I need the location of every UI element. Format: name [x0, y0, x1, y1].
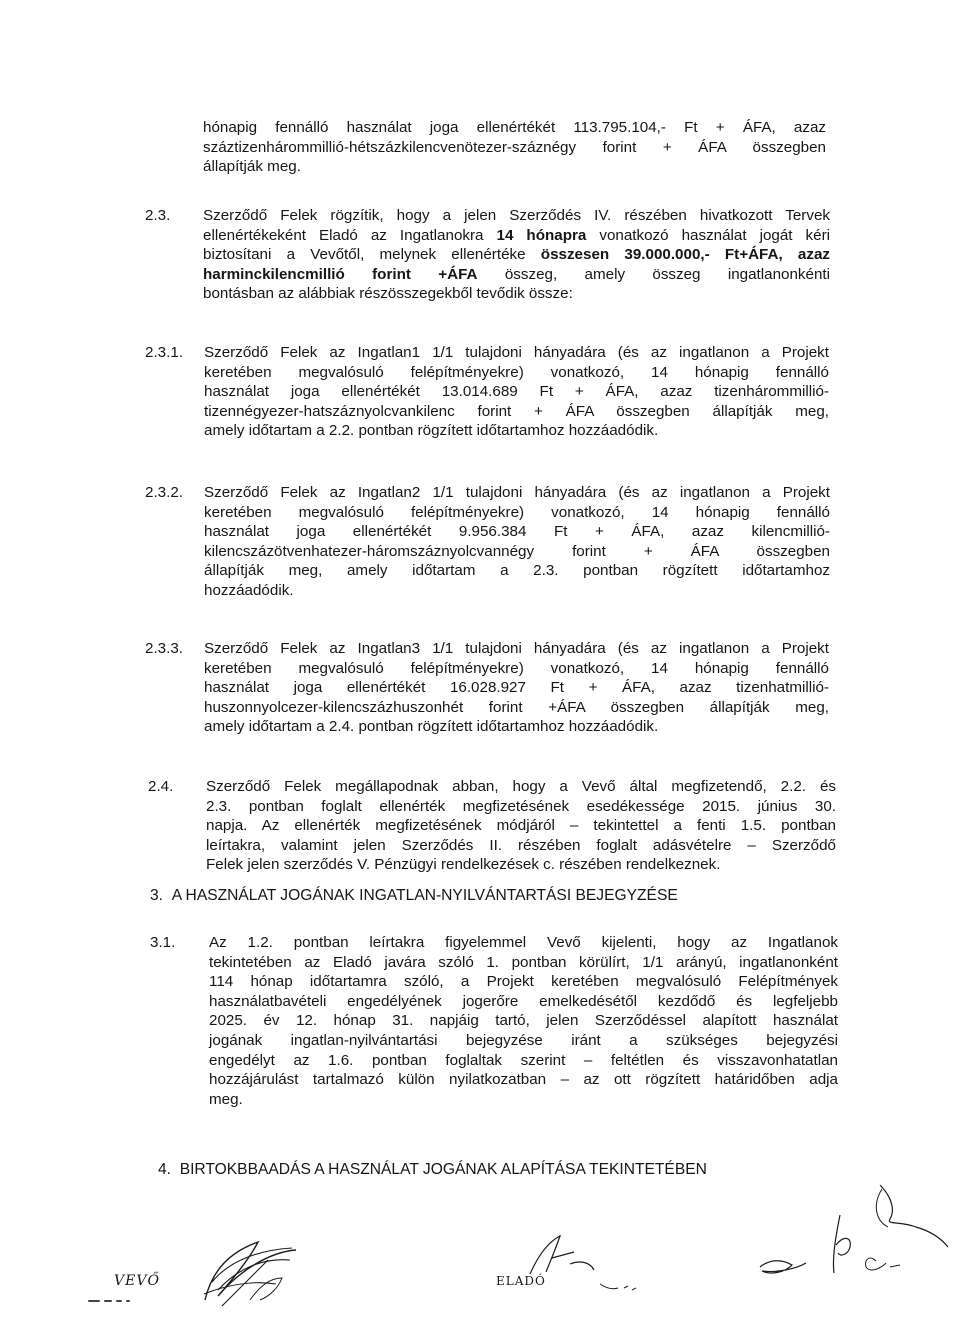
section-2-3-1-line-5: amely időtartam a 2.2. pontban rögzített időtartamhoz hozzáadódik.	[204, 422, 659, 440]
section-2-3-line-5: bontásban az alábbiak részösszegekből tevődik össze:	[203, 285, 573, 303]
section-2-3-line-1: Szerződő Felek rögzítik, hogy a jelen Szerződés IV. részében hivatkozott Tervek	[203, 207, 830, 224]
buyer-signature	[100, 1230, 310, 1310]
section-3-1-number: 3.1.	[150, 934, 176, 951]
section-2-3-number: 2.3.	[145, 207, 171, 224]
heading-4	[158, 1160, 707, 1180]
section-2-3-1-line-3: használat joga ellenértékét 13.014.689 Ft + ÁFA, azaz tizenhárommillió-	[204, 383, 829, 401]
section-2-4-line-2: 2.3. pontban foglalt ellenérték megfizetésének esedékessége 2015. június 30.	[206, 797, 836, 815]
seller-signature-scribble	[490, 1228, 650, 1308]
section-2-3-2-line-5: állapítják meg, amely időtartam a 2.3. pontban rögzített időtartamhoz	[204, 562, 830, 580]
initials-scribble	[740, 1175, 955, 1295]
scan-speck	[116, 1300, 122, 1302]
intro-paragraph	[203, 118, 826, 177]
seller-label: ELADÓ	[496, 1274, 546, 1288]
scan-speck	[104, 1300, 112, 1302]
section-2-3-3-line-1: Szerződő Felek az Ingatlan3 1/1 tulajdoni hányadára (és az ingatlanon a Projekt	[204, 640, 829, 657]
section-2-3-3-line-3: használat joga ellenértékét 16.028.927 Ft + ÁFA, azaz tizenhatmillió-	[204, 679, 829, 697]
buyer-signature-scribble	[100, 1230, 310, 1310]
section-2-3-1-text	[204, 343, 829, 441]
heading-4-title: BIRTOKBBAADÁS A HASZNÁLAT JOGÁNAK ALAPÍTÁSA TEKINTETÉBEN	[179, 1161, 707, 1178]
section-2-3-2-line-6: hozzáadódik.	[204, 581, 294, 599]
section-2-3-2-number: 2.3.2.	[145, 484, 183, 501]
section-2-3-1-line-2: keretében megvalósuló felépítményekre) vonatkozó, 14 hónapig fennálló	[204, 363, 829, 381]
section-2-3-2-text	[204, 483, 830, 601]
section-2-3-3-text	[204, 639, 829, 737]
seller-signature	[490, 1228, 650, 1308]
section-3-1-line-4: használatbavételi engedélyének jogerőre emelkedésétől kezdődő és legfeljebb	[209, 992, 838, 1010]
section-3-1-line-5: 2025. év 12. hónap 31. napjáig tartó, jelen Szerződéssel alapított használat	[209, 1012, 838, 1030]
section-2-4-line-5: Felek jelen szerződés V. Pénzügyi rendelkezések c. részében rendelkeznek.	[206, 856, 721, 874]
section-2-4-line-1: Szerződő Felek megállapodnak abban, hogy a Vevő által megfizetendő, 2.2. és	[206, 778, 836, 795]
section-2-3-1-number: 2.3.1.	[145, 344, 183, 361]
section-3-1-line-7: engedélyt az 1.6. pontban foglaltak szerint – feltétlen és visszavonhatatlan	[209, 1051, 838, 1069]
buyer-label: VEVŐ	[114, 1273, 160, 1289]
section-2-3-2-line-3: használat joga ellenértékét 9.956.384 Ft + ÁFA, azaz kilencmillió-	[204, 523, 830, 541]
heading-3-number: 3.	[150, 887, 164, 904]
section-2-3-3-line-4: huszonnyolcezer-kilencszázhuszonhét forint +ÁFA összegben állapítják meg,	[204, 698, 829, 716]
section-3-1-line-6: jogának ingatlan-nyilvántartási bejegyzése iránt a szükséges bejegyzési	[209, 1031, 838, 1049]
section-2-3-1-line-1: Szerződő Felek az Ingatlan1 1/1 tulajdoni hányadára (és az ingatlanon a Projekt	[204, 344, 829, 361]
section-3-1-line-3: 114 hónap időtartamra szóló, a Projekt keretében megvalósuló Felépítmények	[209, 973, 838, 991]
section-3-1-text	[209, 933, 838, 1109]
section-2-3-1-line-4: tizennégyezer-hatszáznyolcvankilenc forint + ÁFA összegben állapítják meg,	[204, 402, 829, 420]
section-3-1-line-1: Az 1.2. pontban leírtakra figyelemmel Vevő kijelenti, hogy az Ingatlanok	[209, 934, 838, 951]
section-2-4-line-3: napja. Az ellenérték megfizetésének módjáról – tekintettel a fenti 1.5. pontban	[206, 817, 836, 835]
section-2-3-3-number: 2.3.3.	[145, 640, 183, 657]
fourteen-months-bold: 14 hónapra	[496, 226, 587, 244]
intro-line-3: állapítják meg.	[203, 158, 301, 176]
section-2-4-number: 2.4.	[148, 778, 174, 795]
heading-3	[150, 886, 678, 906]
total-amount-bold: összesen 39.000.000,- Ft+ÁFA, azaz	[540, 246, 830, 264]
section-2-3-text	[203, 206, 830, 304]
section-2-3-2-line-1: Szerződő Felek az Ingatlan2 1/1 tulajdoni hányadára (és az ingatlanon a Projekt	[204, 484, 830, 501]
heading-4-number: 4.	[158, 1161, 172, 1178]
section-2-3-2-line-2: keretében megvalósuló felépítményekre) vonatkozó, 14 hónapig fennálló	[204, 503, 830, 521]
section-2-4-line-4: leírtakra, valamint jelen Szerződés II. részében foglalt adásvételre – Szerződő	[206, 836, 836, 854]
amount-in-words-bold: harminckilencmillió forint +ÁFA	[203, 265, 478, 283]
scan-speck	[126, 1300, 130, 1302]
section-2-3-3-line-2: keretében megvalósuló felépítményekre) vonatkozó, 14 hónapig fennálló	[204, 659, 829, 677]
scan-speck	[88, 1300, 100, 1302]
section-3-1-line-9: meg.	[209, 1090, 243, 1108]
section-3-1-line-8: hozzájárulást tartalmazó külön nyilatkozatban – az ott rögzített határidőben adja	[209, 1071, 838, 1089]
heading-3-title: A HASZNÁLAT JOGÁNAK INGATLAN-NYILVÁNTARTÁSI BEJEGYZÉSE	[171, 887, 678, 904]
section-2-3-3-line-5: amely időtartam a 2.4. pontban rögzített időtartamhoz hozzáadódik.	[204, 718, 659, 736]
section-2-4-text	[206, 777, 836, 875]
intro-line-1: hónapig fennálló használat joga ellenértékét 113.795.104,- Ft + ÁFA, azaz	[203, 119, 826, 136]
section-2-3-2-line-4: kilencszázötvenhatezer-háromszáznyolcvannégy forint + ÁFA összegben	[204, 542, 830, 560]
section-3-1-line-2: tekintetében az Eladó javára szóló 1. pontban körülírt, 1/1 arányú, ingatlanonként	[209, 953, 838, 971]
section-2-3-line-2: ellenértékeként Eladó az Ingatlanokra 14 hónapra vonatkozó használat jogát kéri	[203, 226, 831, 244]
section-2-3-line-3: biztosítani a Vevőtől, melynek ellenértéke összesen 39.000.000,- Ft+ÁFA, azaz	[203, 246, 830, 264]
initials-signature	[740, 1175, 955, 1295]
intro-line-2: száztizenhárommillió-hétszázkilencvenötezer-száznégy forint + ÁFA összegben	[203, 138, 826, 156]
section-2-3-line-4: harminckilencmillió forint +ÁFA összeg, amely összeg ingatlanonkénti	[203, 265, 831, 283]
